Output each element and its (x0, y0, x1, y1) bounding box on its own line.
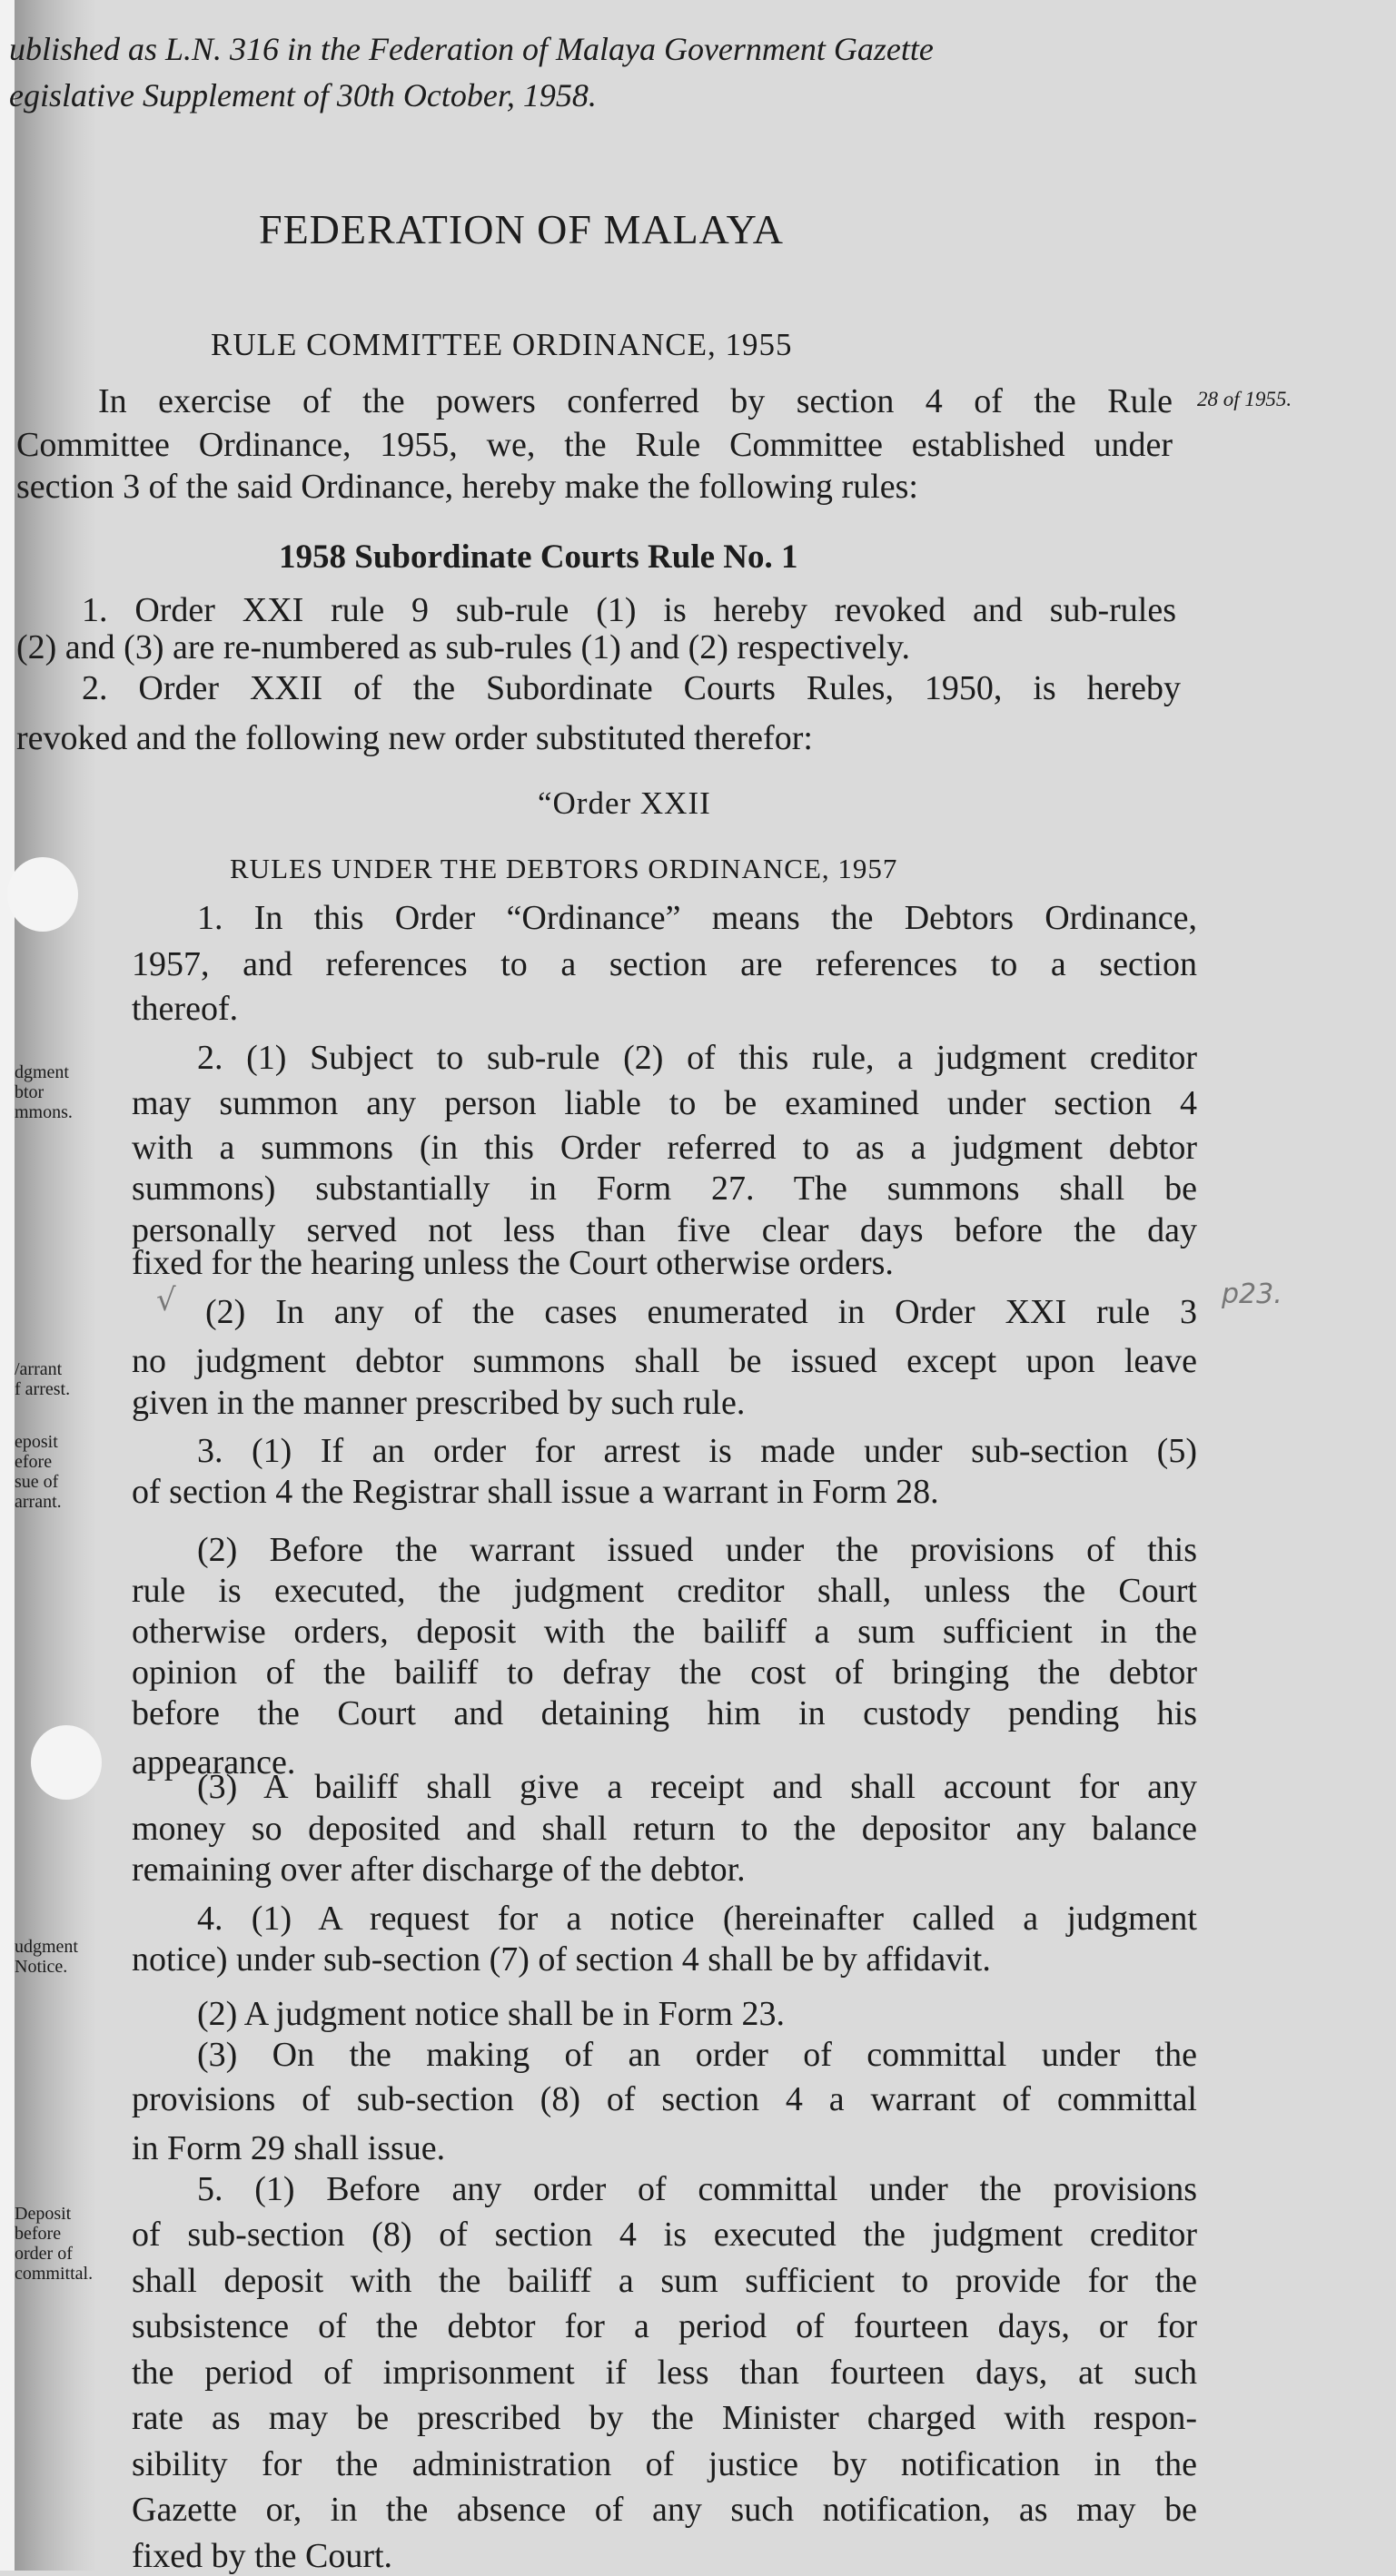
o4-3-line: in Form 29 shall issue. (132, 2129, 446, 2167)
o1-line: 1. In this Order “Ordinance” means the Debtors Ordinance, (197, 899, 1197, 937)
side-note-deposit-before-issue: arrant. (15, 1492, 62, 1512)
o3-2-line: otherwise orders, deposit with the bailiff a sum sufficient in the (132, 1613, 1197, 1651)
rule-heading-line: 1958 Subordinate Courts Rule No. 1 (279, 538, 798, 576)
page-edge (0, 0, 15, 2571)
handwritten-annotation: p23. (1222, 1278, 1282, 1310)
order-subtitle-line: RULES UNDER THE DEBTORS ORDINANCE, 1957 (230, 853, 898, 884)
o2-1-line: with a summons (in this Order referred to as a judgment debtor (132, 1129, 1197, 1167)
o3-3-line: remaining over after discharge of the debtor. (132, 1851, 746, 1889)
side-note-judgment-debtor-summons: mmons. (15, 1102, 73, 1122)
ordinance-line: RULE COMMITTEE ORDINANCE, 1955 (211, 327, 793, 362)
o5-1-line: subsistence of the debtor for a period of fourteen days, or for (132, 2307, 1197, 2345)
side-note-deposit-before-issue: eposit (15, 1432, 58, 1452)
title-line: FEDERATION OF MALAYA (259, 206, 785, 252)
intro-line: Committee Ordinance, 1955, we, the Rule Committee established under (16, 426, 1173, 464)
side-note-warrant-of-arrest: f arrest. (15, 1379, 71, 1399)
side-note-deposit-before-committal: before (15, 2224, 62, 2244)
o4-1-line: 4. (1) A request for a notice (hereinafter called a judgment (197, 1900, 1197, 1938)
o2-1-line: 2. (1) Subject to sub-rule (2) of this rule, a judgment creditor (197, 1039, 1197, 1077)
o2-1-line: fixed for the hearing unless the Court otherwise orders. (132, 1244, 894, 1282)
o5-1-line: fixed by the Court. (132, 2537, 393, 2575)
o3-1-line: of section 4 the Registrar shall issue a warrant in Form 28. (132, 1473, 939, 1511)
o5-1-line: 5. (1) Before any order of committal under the provisions (197, 2170, 1197, 2208)
side-note-judgment-notice: udgment (15, 1937, 78, 1957)
punch-hole (7, 857, 78, 932)
gazette-header-line: ublished as L.N. 316 in the Federation of Malaya Government Gazette (9, 31, 934, 67)
rule1-line: (2) and (3) are re-numbered as sub-rules (1) and (2) respectively. (16, 628, 911, 666)
side-note-deposit-before-committal: order of (15, 2244, 73, 2264)
o4-2-line: (2) A judgment notice shall be in Form 23. (197, 1995, 785, 2033)
o3-2-line: rule is executed, the judgment creditor shall, unless the Court (132, 1572, 1197, 1610)
o1-line: 1957, and references to a section are references to a section (132, 945, 1197, 983)
o5-1-line: shall deposit with the bailiff a sum sufficient to provide for the (132, 2262, 1197, 2300)
intro-line: In exercise of the powers conferred by section 4 of the Rule (98, 382, 1173, 420)
binding-shadow (15, 0, 96, 2571)
o1-line: thereof. (132, 990, 239, 1028)
rule1-line: 1. Order XXI rule 9 sub-rule (1) is hereby revoked and sub-rules (82, 591, 1176, 629)
o3-3-line: (3) A bailiff shall give a receipt and shall account for any (197, 1768, 1197, 1806)
side-note-deposit-before-issue: sue of (15, 1472, 59, 1492)
punch-hole (31, 1725, 102, 1800)
gazette-header-line: egislative Supplement of 30th October, 1958. (9, 77, 597, 114)
o3-3-line: money so deposited and shall return to the depositor any balance (132, 1810, 1197, 1848)
o4-3-line: (3) On the making of an order of committal under the (197, 2036, 1197, 2074)
o4-3-line: provisions of sub-section (8) of section 4 a warrant of committal (132, 2080, 1197, 2118)
o2-2-line: (2) In any of the cases enumerated in Order XXI rule 3 (205, 1293, 1197, 1331)
o5-1-line: rate as may be prescribed by the Minister charged with respon- (132, 2399, 1197, 2437)
intro-line: section 3 of the said Ordinance, hereby make the following rules: (16, 468, 918, 506)
side-note-judgment-debtor-summons: dgment (15, 1062, 69, 1082)
rule2-line: revoked and the following new order substituted therefor: (16, 719, 813, 757)
o5-1-line: the period of imprisonment if less than fourteen days, at such (132, 2354, 1197, 2392)
o3-2-line: appearance. (132, 1743, 296, 1781)
o5-1-line: sibility for the administration of justice by notification in the (132, 2445, 1197, 2483)
o3-2-line: (2) Before the warrant issued under the provisions of this (197, 1531, 1197, 1569)
o4-1-line: notice) under sub-section (7) of section 4 shall be by affidavit. (132, 1940, 991, 1979)
o2-1-line: may summon any person liable to be examined under section 4 (132, 1084, 1197, 1122)
handwritten-annotation: √ (156, 1282, 176, 1318)
side-note-deposit-before-issue: efore (15, 1452, 53, 1472)
side-note-deposit-before-committal: committal. (15, 2264, 94, 2284)
side-note-warrant-of-arrest: /arrant (15, 1359, 63, 1379)
rule2-line: 2. Order XXII of the Subordinate Courts Rules, 1950, is hereby (82, 669, 1181, 707)
side-note-judgment-notice: Notice. (15, 1957, 68, 1977)
o2-2-line: given in the manner prescribed by such rule. (132, 1384, 746, 1422)
intro-margin-note-line: 28 of 1955. (1197, 388, 1292, 410)
o3-2-line: before the Court and detaining him in custody pending his (132, 1694, 1197, 1732)
side-note-deposit-before-committal: Deposit (15, 2204, 72, 2224)
o2-1-line: summons) substantially in Form 27. The summons shall be (132, 1170, 1197, 1208)
o3-1-line: 3. (1) If an order for arrest is made under sub-section (5) (197, 1432, 1197, 1470)
o2-2-line: no judgment debtor summons shall be issued except upon leave (132, 1342, 1197, 1380)
o3-2-line: opinion of the bailiff to defray the cost of bringing the debtor (132, 1653, 1197, 1692)
o2-1-line: personally served not less than five clear days before the day (132, 1211, 1197, 1249)
side-note-judgment-debtor-summons: btor (15, 1082, 45, 1102)
o5-1-line: of sub-section (8) of section 4 is executed the judgment creditor (132, 2216, 1197, 2254)
o5-1-line: Gazette or, in the absence of any such notification, as may be (132, 2491, 1197, 2529)
order-title-line: “Order XXII (538, 785, 711, 821)
